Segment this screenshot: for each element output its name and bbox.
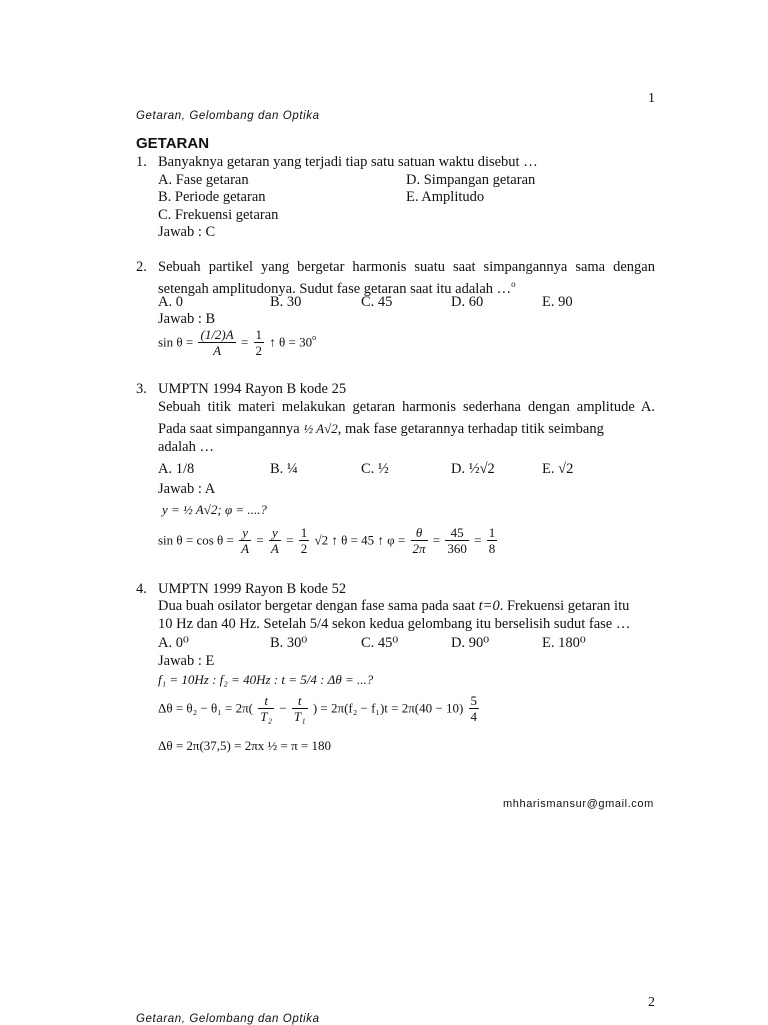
q4-option-b: B. 30⁰ xyxy=(270,635,308,651)
q3-line2b: , mak fase getarannya terhadap titik seimbang xyxy=(337,421,604,437)
q3-title: UMPTN 1994 Rayon B kode 25 xyxy=(158,381,347,397)
q2-eq-fraction-2 xyxy=(254,327,265,358)
q1-text: Banyaknya getaran yang terjadi tiap satu satuan waktu disebut … xyxy=(158,154,538,170)
section-title: GETARAN xyxy=(136,135,210,152)
q2-option-b: B. 30 xyxy=(270,294,302,310)
q4-number: 4. xyxy=(136,581,147,597)
q3-eq2-mid: √2 ↑ θ = 45 ↑ φ = xyxy=(314,532,406,548)
q3-eq2-eq3: = xyxy=(432,532,441,548)
q4-option-d: D. 90⁰ xyxy=(451,635,490,651)
q3-eq2-f2d: A xyxy=(270,541,279,556)
q3-eq2-f4d: 2π xyxy=(412,541,426,556)
q3-eq2-lhs: sin θ = cos θ = xyxy=(158,532,234,548)
q2-line1: Sebuah partikel yang bergetar harmonis suatu saat simpangannya sama dengan xyxy=(158,259,655,275)
q3-eq2-f1d: A xyxy=(241,541,250,556)
q3-eq2-eq4: = xyxy=(474,532,482,548)
q2-answer: Jawab : B xyxy=(158,311,216,327)
q4-eq2-fraction-2 xyxy=(292,693,308,724)
page-number-top: 1 xyxy=(648,91,655,106)
running-header-next-page: Getaran, Gelombang dan Optika xyxy=(136,1013,320,1025)
q3-option-c: C. ½ xyxy=(361,461,389,477)
q4-eq2-f2d: T₁ xyxy=(293,709,306,724)
running-header: Getaran, Gelombang dan Optika xyxy=(136,110,320,122)
q4-option-c: C. 45⁰ xyxy=(361,635,399,651)
q4-eq2-mid: ) = 2π(f₂ − f₁)t = 2π(40 − 10) xyxy=(312,700,464,716)
q3-option-a: A. 1/8 xyxy=(158,461,195,477)
q3-line2 xyxy=(158,420,655,439)
q3-equation-2 xyxy=(158,525,499,556)
q3-eq2-f3d: 2 xyxy=(300,541,308,556)
q1-number: 1. xyxy=(136,154,147,170)
q4-equation-3: Δθ = 2π(37,5) = 2πx ½ = π = 180 xyxy=(158,738,332,753)
q3-eq2-f6n: 1 xyxy=(488,525,496,540)
q2-option-a: A. 0 xyxy=(158,294,183,310)
q3-answer: Jawab : A xyxy=(158,481,216,497)
q4-eq2-lhs: Δθ = θ₂ − θ₁ = 2π( xyxy=(158,700,253,716)
q3-eq2-eq1: = xyxy=(256,532,264,548)
q3-line2a: Pada saat simpangannya xyxy=(158,421,300,437)
q3-eq2-f3n: 1 xyxy=(300,525,308,540)
q3-eq2-f4n: θ xyxy=(411,525,428,541)
q4-equation-1: f₁ = 10Hz : f₂ = 40Hz : t = 5/4 : Δθ = ...? xyxy=(158,672,374,687)
q3-eq2-f5n: 45 xyxy=(445,525,469,541)
page-number-bottom: 2 xyxy=(648,995,655,1010)
q4-eq2-fraction-1 xyxy=(258,693,274,724)
q2-eq-equals: = xyxy=(240,334,249,350)
q3-eq2-fraction-3 xyxy=(299,525,310,556)
q4-eq2-fraction-3 xyxy=(469,693,480,724)
q2-option-d: D. 60 xyxy=(451,294,484,310)
q4-eq2-f2n: t xyxy=(292,693,308,709)
q4-line2: 10 Hz dan 40 Hz. Setelah 5/4 sekon kedua gelombang itu berselisih sudut fase … xyxy=(158,616,631,632)
q1-option-a: A. Fase getaran xyxy=(158,172,249,188)
q2-eq-fraction-1 xyxy=(198,327,235,358)
q3-eq2-fraction-2 xyxy=(269,525,281,556)
q2-eq-rhs: ↑ θ = 30 xyxy=(269,334,313,350)
q3-eq2-fraction-1 xyxy=(239,525,251,556)
q2-eq-num2: 1 xyxy=(255,327,263,342)
q3-eq2-f2n: y xyxy=(269,525,281,541)
q2-line2-text: setengah amplitudonya. Sudut fase getaran saat itu adalah … xyxy=(158,280,512,297)
q2-eq-num1: (1/2)A xyxy=(200,327,234,342)
q3-line2-math: ½ A√2 xyxy=(303,421,338,436)
q2-eq-den1: A xyxy=(213,343,222,358)
q4-eq2-f1d: T₂ xyxy=(260,709,272,724)
q3-option-e: E. √2 xyxy=(542,461,574,477)
q2-option-c: C. 45 xyxy=(361,294,393,310)
q2-number: 2. xyxy=(136,259,147,275)
q4-line1 xyxy=(158,598,629,616)
q1-option-d: D. Simpangan getaran xyxy=(406,172,536,188)
q3-equation-1: y = ½ A√2; φ = ....? xyxy=(162,502,267,517)
q3-line1: Sebuah titik materi melakukan getaran harmonis sederhana dengan amplitude A. xyxy=(158,399,655,415)
author-email: mhharismansur@gmail.com xyxy=(503,798,654,810)
q2-eq-lhs: sin θ = xyxy=(158,334,194,350)
q3-eq2-f5d: 360 xyxy=(447,541,467,556)
q4-eq2-f1n: t xyxy=(258,693,274,709)
q3-line3: adalah … xyxy=(158,439,214,455)
q4-line1-it: t=0 xyxy=(478,598,500,614)
q2-equation xyxy=(158,327,316,358)
q4-line1a: Dua buah osilator bergetar dengan fase sama pada saat xyxy=(158,598,475,614)
q3-eq2-f1n: y xyxy=(239,525,251,541)
q4-eq2-f3d: 4 xyxy=(470,709,478,724)
q3-eq2-eq2: = xyxy=(286,532,294,548)
q3-eq2-f6d: 8 xyxy=(488,541,496,556)
q1-option-e: E. Amplitudo xyxy=(406,189,485,205)
q4-eq2-f3n: 5 xyxy=(470,693,478,708)
q4-option-a: A. 0⁰ xyxy=(158,635,189,651)
q3-eq2-fraction-6 xyxy=(487,525,498,556)
q4-equation-2 xyxy=(158,693,481,724)
q1-answer: Jawab : C xyxy=(158,224,216,240)
q1-option-b: B. Periode getaran xyxy=(158,189,266,205)
q3-option-d: D. ½√2 xyxy=(451,461,495,477)
q3-eq2-fraction-5 xyxy=(445,525,469,556)
q2-eq-den2: 2 xyxy=(255,343,263,358)
q4-title: UMPTN 1999 Rayon B kode 52 xyxy=(158,581,347,597)
q4-answer: Jawab : E xyxy=(158,653,215,669)
q4-eq2-minus: − xyxy=(279,700,287,716)
q2-option-e: E. 90 xyxy=(542,294,573,310)
q2-line2-sup: o xyxy=(511,279,516,289)
q3-option-b: B. ¼ xyxy=(270,461,298,477)
q1-option-c: C. Frekuensi getaran xyxy=(158,207,279,223)
q4-line1b: . Frekuensi getaran itu xyxy=(499,598,630,614)
q4-option-e: E. 180⁰ xyxy=(542,635,586,651)
q3-eq2-fraction-4 xyxy=(411,525,428,556)
q3-number: 3. xyxy=(136,381,147,397)
q2-eq-rhs-sup: o xyxy=(312,333,317,343)
